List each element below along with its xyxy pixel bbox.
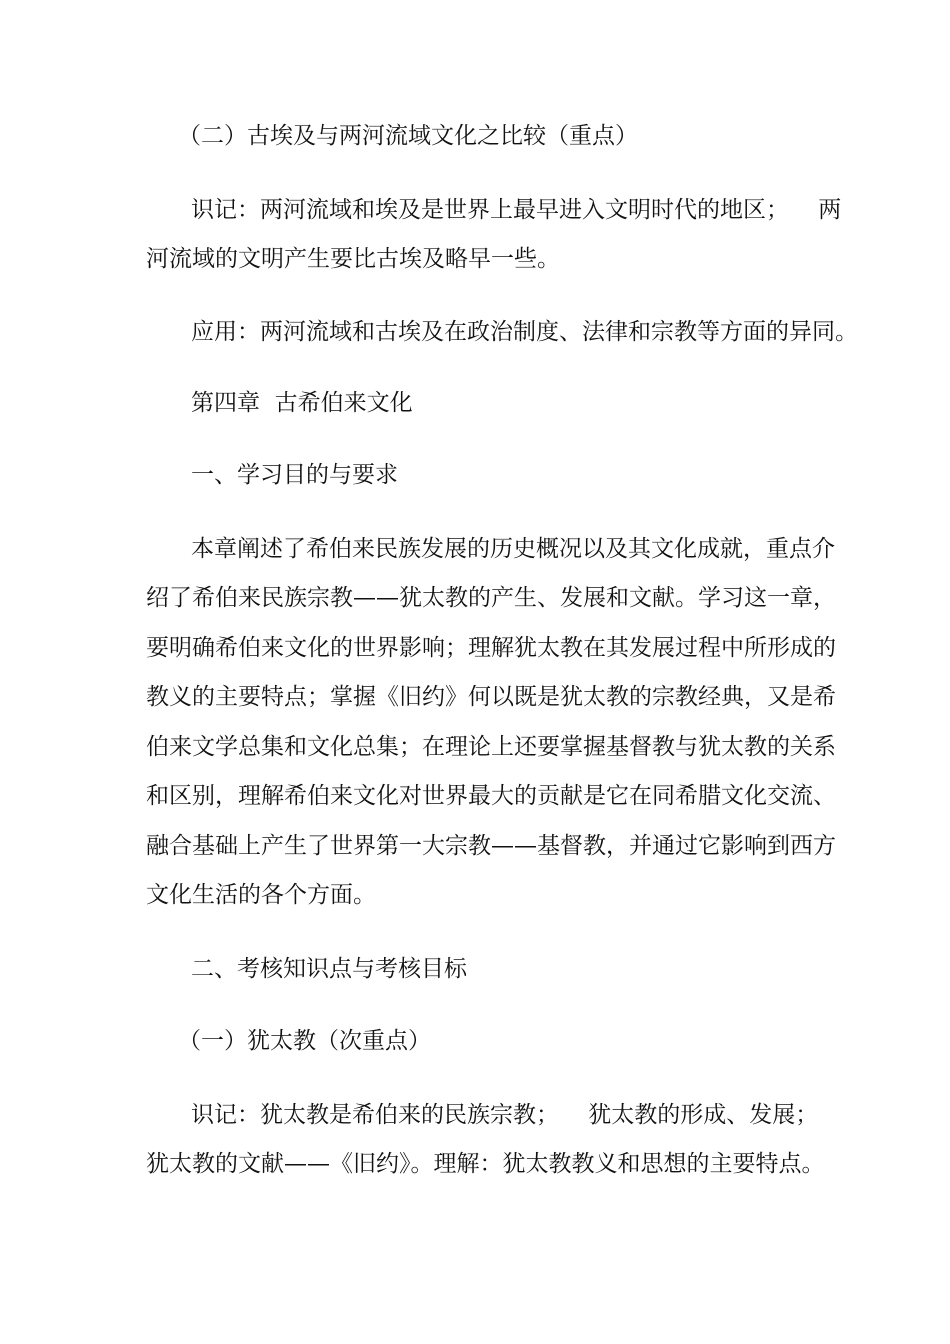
- judaism-recall-line-1: 识记：犹太教是希伯来的民族宗教； 犹太教的形成、发展；: [191, 1102, 819, 1128]
- part-one-paragraph-line: 本章阐述了希伯来民族发展的历史概况以及其文化成就，重点介: [191, 536, 835, 562]
- part-one-paragraph-line: 教义的主要特点；掌握《旧约》何以既是犹太教的宗教经典，又是希: [146, 684, 836, 710]
- part-one-paragraph-line: 要明确希伯来文化的世界影响；理解犹太教在其发展过程中所形成的: [146, 635, 836, 661]
- chapter-title: 第四章 古希伯来文化: [191, 390, 413, 416]
- part-one-heading: 一、学习目的与要求: [191, 462, 398, 488]
- recall-paragraph-line-2: 河流域的文明产生要比古埃及略早一些。: [146, 246, 560, 272]
- part-one-paragraph-line: 和区别，理解希伯来文化对世界最大的贡献是它在同希腊文化交流、: [146, 783, 836, 809]
- application-paragraph: 应用：两河流域和古埃及在政治制度、法律和宗教等方面的异同。: [191, 319, 858, 345]
- judaism-recall-line-2: 犹太教的文献——《旧约》。理解：犹太教教义和思想的主要特点。: [146, 1151, 825, 1177]
- section-heading-comparison: （二）古埃及与两河流域文化之比较（重点）: [178, 123, 638, 149]
- judaism-sub-heading: （一）犹太教（次重点）: [178, 1028, 431, 1054]
- part-one-paragraph-line: 伯来文学总集和文化总集；在理论上还要掌握基督教与犹太教的关系: [146, 734, 836, 760]
- part-one-paragraph-line: 融合基础上产生了世界第一大宗教——基督教，并通过它影响到西方: [146, 833, 836, 859]
- recall-paragraph-line-1: 识记：两河流域和埃及是世界上最早进入文明时代的地区； 两: [191, 197, 842, 223]
- part-one-paragraph-line: 绍了希伯来民族宗教——犹太教的产生、发展和文献。学习这一章，: [146, 585, 836, 611]
- part-one-paragraph-line: 文化生活的各个方面。: [146, 882, 376, 908]
- part-two-heading: 二、考核知识点与考核目标: [191, 956, 467, 982]
